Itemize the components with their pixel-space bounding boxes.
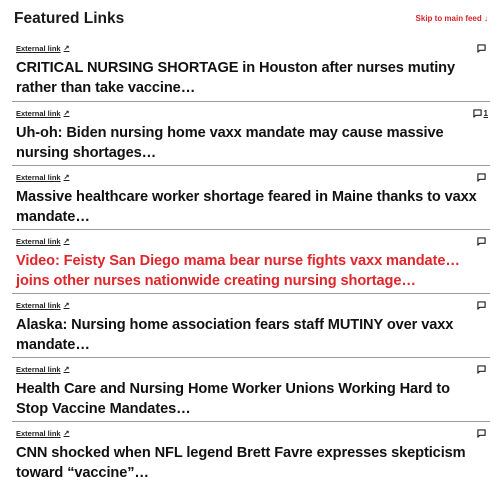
comments-button[interactable] bbox=[477, 301, 490, 310]
comment-icon bbox=[477, 365, 486, 374]
external-link-label[interactable] bbox=[16, 44, 69, 53]
featured-links-list bbox=[12, 37, 490, 485]
comment-icon bbox=[477, 173, 486, 182]
featured-link-item bbox=[12, 293, 490, 357]
external-arrow-icon: ↗ bbox=[63, 45, 70, 52]
headline-link[interactable]: Alaska: Nursing home association fears staff MUTINY over vaxx mandate… bbox=[16, 317, 454, 353]
external-arrow-icon: ↗ bbox=[63, 302, 70, 309]
section-title: Featured Links bbox=[14, 9, 125, 27]
comment-icon bbox=[473, 109, 482, 118]
comments-button[interactable] bbox=[477, 173, 490, 182]
external-link-text: External link bbox=[16, 300, 61, 310]
comment-icon bbox=[477, 44, 486, 53]
external-link-text: External link bbox=[16, 236, 61, 246]
external-link-label[interactable] bbox=[16, 301, 69, 310]
external-arrow-icon: ↗ bbox=[63, 238, 70, 245]
headline-link[interactable]: Video: Feisty San Diego mama bear nurse fights vaxx mandate… joins other nurses nationwide creating nursing shortage… bbox=[16, 253, 460, 289]
external-arrow-icon: ↗ bbox=[63, 174, 70, 181]
headline-link[interactable]: Massive healthcare worker shortage feared in Maine thanks to vaxx mandate… bbox=[16, 189, 477, 225]
comment-icon bbox=[477, 237, 486, 246]
skip-to-main-feed-link[interactable]: Skip to main feed ↓ bbox=[415, 14, 488, 23]
featured-link-item bbox=[12, 421, 490, 485]
featured-link-item bbox=[12, 101, 490, 165]
headline-link[interactable]: CRITICAL NURSING SHORTAGE in Houston after nurses mutiny rather than take vaccine… bbox=[16, 60, 455, 96]
comment-count: 1 bbox=[483, 108, 488, 118]
external-link-label[interactable] bbox=[16, 237, 69, 246]
link-meta-row bbox=[16, 427, 490, 439]
comments-button[interactable] bbox=[473, 109, 490, 118]
headline-link[interactable]: Health Care and Nursing Home Worker Unions Working Hard to Stop Vaccine Mandates… bbox=[16, 381, 450, 417]
external-link-label[interactable] bbox=[16, 365, 69, 374]
comment-icon bbox=[477, 301, 486, 310]
external-link-text: External link bbox=[16, 364, 61, 374]
external-arrow-icon: ↗ bbox=[63, 366, 70, 373]
external-link-text: External link bbox=[16, 108, 61, 118]
external-link-label[interactable] bbox=[16, 173, 69, 182]
external-link-text: External link bbox=[16, 428, 61, 438]
comments-button[interactable] bbox=[477, 237, 490, 246]
featured-link-item bbox=[12, 357, 490, 421]
link-meta-row bbox=[16, 299, 490, 311]
featured-link-item bbox=[12, 37, 490, 101]
link-meta-row bbox=[16, 107, 490, 119]
link-meta-row bbox=[16, 363, 490, 375]
comments-button[interactable] bbox=[477, 429, 490, 438]
comments-button[interactable] bbox=[477, 365, 490, 374]
external-link-label[interactable] bbox=[16, 429, 69, 438]
featured-links-header bbox=[12, 0, 490, 37]
link-meta-row bbox=[16, 171, 490, 183]
external-link-label[interactable] bbox=[16, 109, 69, 118]
link-meta-row bbox=[16, 42, 490, 54]
external-link-text: External link bbox=[16, 172, 61, 182]
headline-link[interactable]: CNN shocked when NFL legend Brett Favre expresses skepticism toward “vaccine”… bbox=[16, 445, 466, 481]
comments-button[interactable] bbox=[477, 44, 490, 53]
external-link-text: External link bbox=[16, 43, 61, 53]
featured-link-item bbox=[12, 165, 490, 229]
comment-icon bbox=[477, 429, 486, 438]
headline-link[interactable]: Uh-oh: Biden nursing home vaxx mandate may cause massive nursing shortages… bbox=[16, 125, 444, 161]
link-meta-row bbox=[16, 235, 490, 247]
featured-link-item bbox=[12, 229, 490, 293]
external-arrow-icon: ↗ bbox=[63, 110, 70, 117]
external-arrow-icon: ↗ bbox=[63, 430, 70, 437]
